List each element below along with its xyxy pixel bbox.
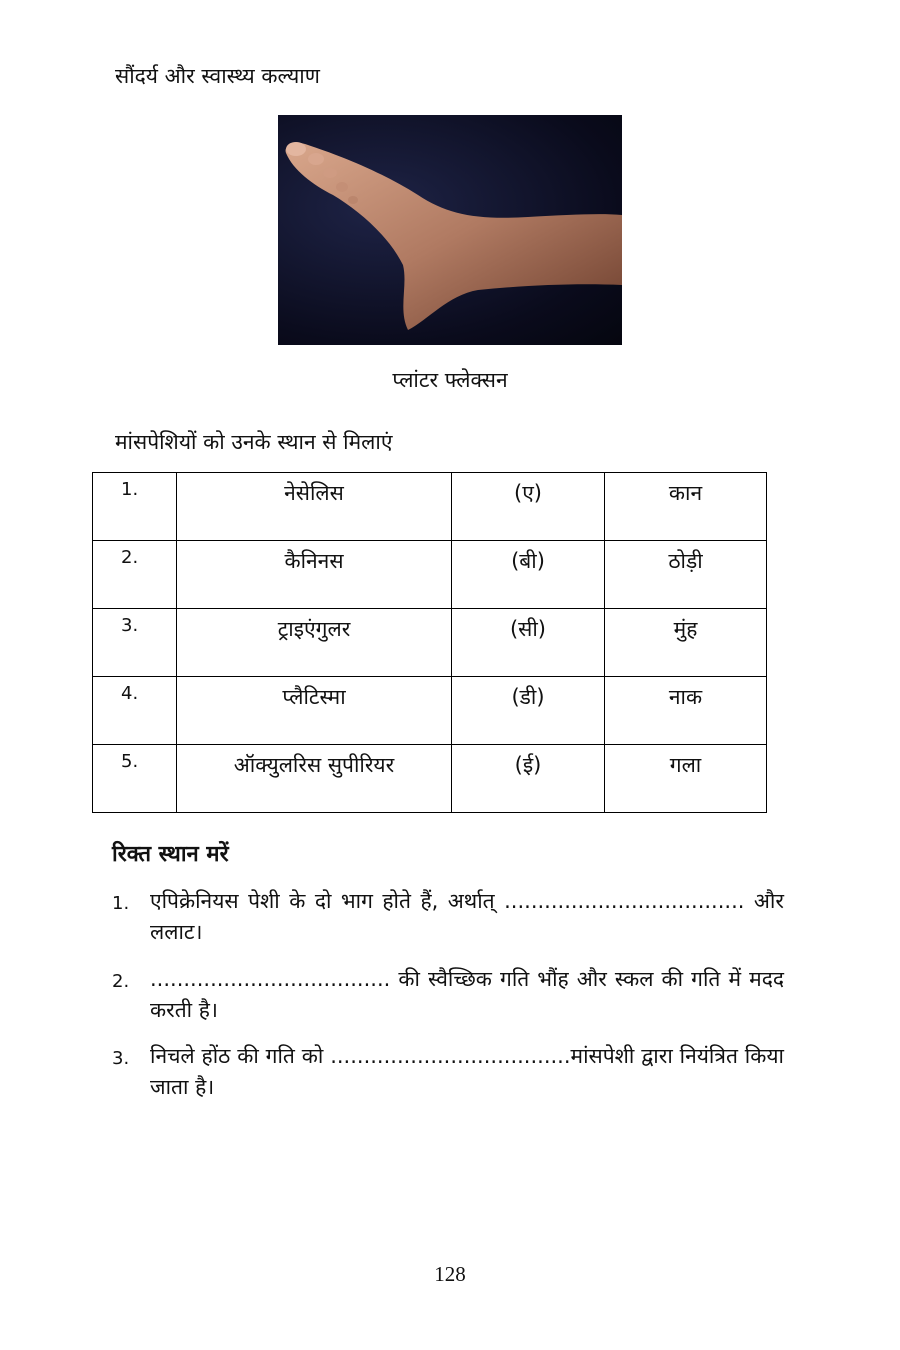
muscle-name: प्लैटिस्मा [177, 677, 452, 745]
fill-blanks-heading: रिक्त स्थान मरें [112, 842, 229, 867]
row-number: 1. [93, 473, 177, 541]
location-name: कान [605, 473, 767, 541]
row-number: 4. [93, 677, 177, 745]
plantar-flexion-photo [278, 115, 622, 345]
question-text: .................................... की स्वैच्छिक गति भौंह और स्कल की गति में मदद करती है। [150, 967, 784, 1022]
table-row [93, 745, 767, 813]
muscle-name: कैनिनस [177, 541, 452, 609]
table-row [93, 473, 767, 541]
question-number: 1. [112, 893, 130, 914]
question-text: एपिक्रेनियस पेशी के दो भाग होते हैं, अर्थात् .................................... और ललाट। [150, 889, 784, 944]
running-head: सौंदर्य और स्वास्थ्य कल्याण [115, 64, 320, 88]
matching-instruction: मांसपेशियों को उनके स्थान से मिलाएं [115, 430, 393, 454]
figure-caption: प्लांटर फ्लेक्सन [392, 368, 508, 392]
row-number: 2. [93, 541, 177, 609]
question-item [112, 1041, 784, 1103]
question-number: 2. [112, 971, 130, 992]
location-name: मुंह [605, 609, 767, 677]
question-item [112, 964, 784, 1026]
table-row [93, 609, 767, 677]
location-name: ठोड़ी [605, 541, 767, 609]
question-number: 3. [112, 1048, 130, 1069]
option-letter: (ए) [452, 473, 605, 541]
option-letter: (सी) [452, 609, 605, 677]
table-row [93, 541, 767, 609]
page-number: 128 [434, 1262, 466, 1286]
option-letter: (ई) [452, 745, 605, 813]
question-item [112, 886, 784, 948]
location-name: नाक [605, 677, 767, 745]
option-letter: (बी) [452, 541, 605, 609]
muscle-name: ऑक्युलरिस सुपीरियर [177, 745, 452, 813]
question-text: निचले होंठ की गति को ....................................मांसपेशी द्वारा नियंत्रित किया जाता है। [150, 1044, 784, 1099]
option-letter: (डी) [452, 677, 605, 745]
foot-illustration [278, 115, 622, 345]
row-number: 5. [93, 745, 177, 813]
table-row [93, 677, 767, 745]
muscle-name: नेसेलिस [177, 473, 452, 541]
location-name: गला [605, 745, 767, 813]
matching-table [92, 472, 767, 813]
row-number: 3. [93, 609, 177, 677]
muscle-name: ट्राइएंगुलर [177, 609, 452, 677]
